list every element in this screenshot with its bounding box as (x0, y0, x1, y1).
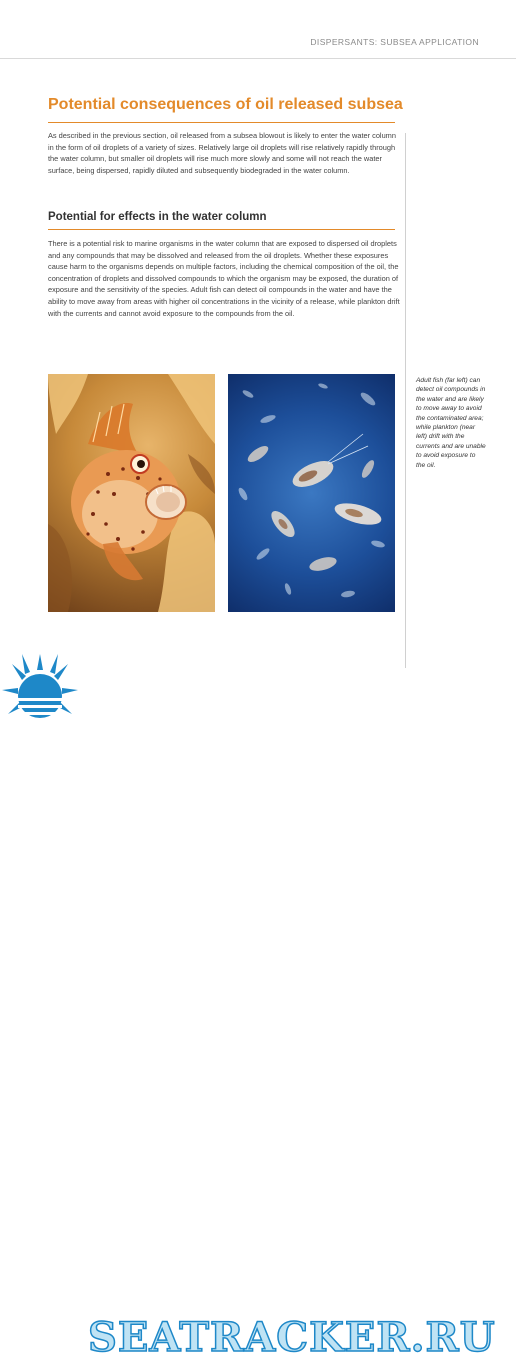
sun-logo-icon (0, 650, 90, 732)
column-divider (405, 133, 406, 668)
photo-caption: Adult fish (far left) can detect oil compounds in the water and are likely to move away to avoid the contaminated area; while plankton (near left) drift with the currents and are unable to avoid exposure to the oil. (416, 377, 486, 469)
intro-paragraph: As described in the previous section, oil released from a subsea blowout is likely to enter the water column in the form of oil droplets of a variety of sizes. Relatively large oil droplets will rise relatively rapidly through the water column, but smaller oil droplets will rise much more slowly and some will not reach the water surface, being dispersed, rapidly diluted and subsequently biodegraded in the water column. (48, 131, 396, 175)
running-header: DISPERSANTS: SUBSEA APPLICATION (310, 37, 479, 47)
watermark (0, 650, 516, 1361)
header-divider (0, 58, 516, 59)
section-underline (48, 229, 395, 230)
section-heading: Potential for effects in the water column (48, 211, 267, 223)
title-underline (48, 122, 395, 123)
plankton-photo (228, 374, 395, 612)
page-title: Potential consequences of oil released subsea (48, 96, 403, 113)
fish-photo (48, 374, 215, 612)
watermark-text: SEATRACKER.RU (88, 1314, 496, 1361)
section-body: There is a potential risk to marine organisms in the water column that are exposed to dispersed oil droplets and any compounds that may be dissolved and released from the oil droplets. Whether these exposures cause harm to the organisms depends on multiple factors, including the chemical composition of the oil, the concentration of droplets and dissolved compounds to which the organism may be exposed, the duration of exposure and the sensitivity of the species. Adult fish can detect oil compounds in the water and have the ability to move away from areas with higher oil concentrations in the vicinity of a release, while plankton drift with the currents and cannot avoid exposure to the compounds from the oil. (48, 239, 400, 318)
